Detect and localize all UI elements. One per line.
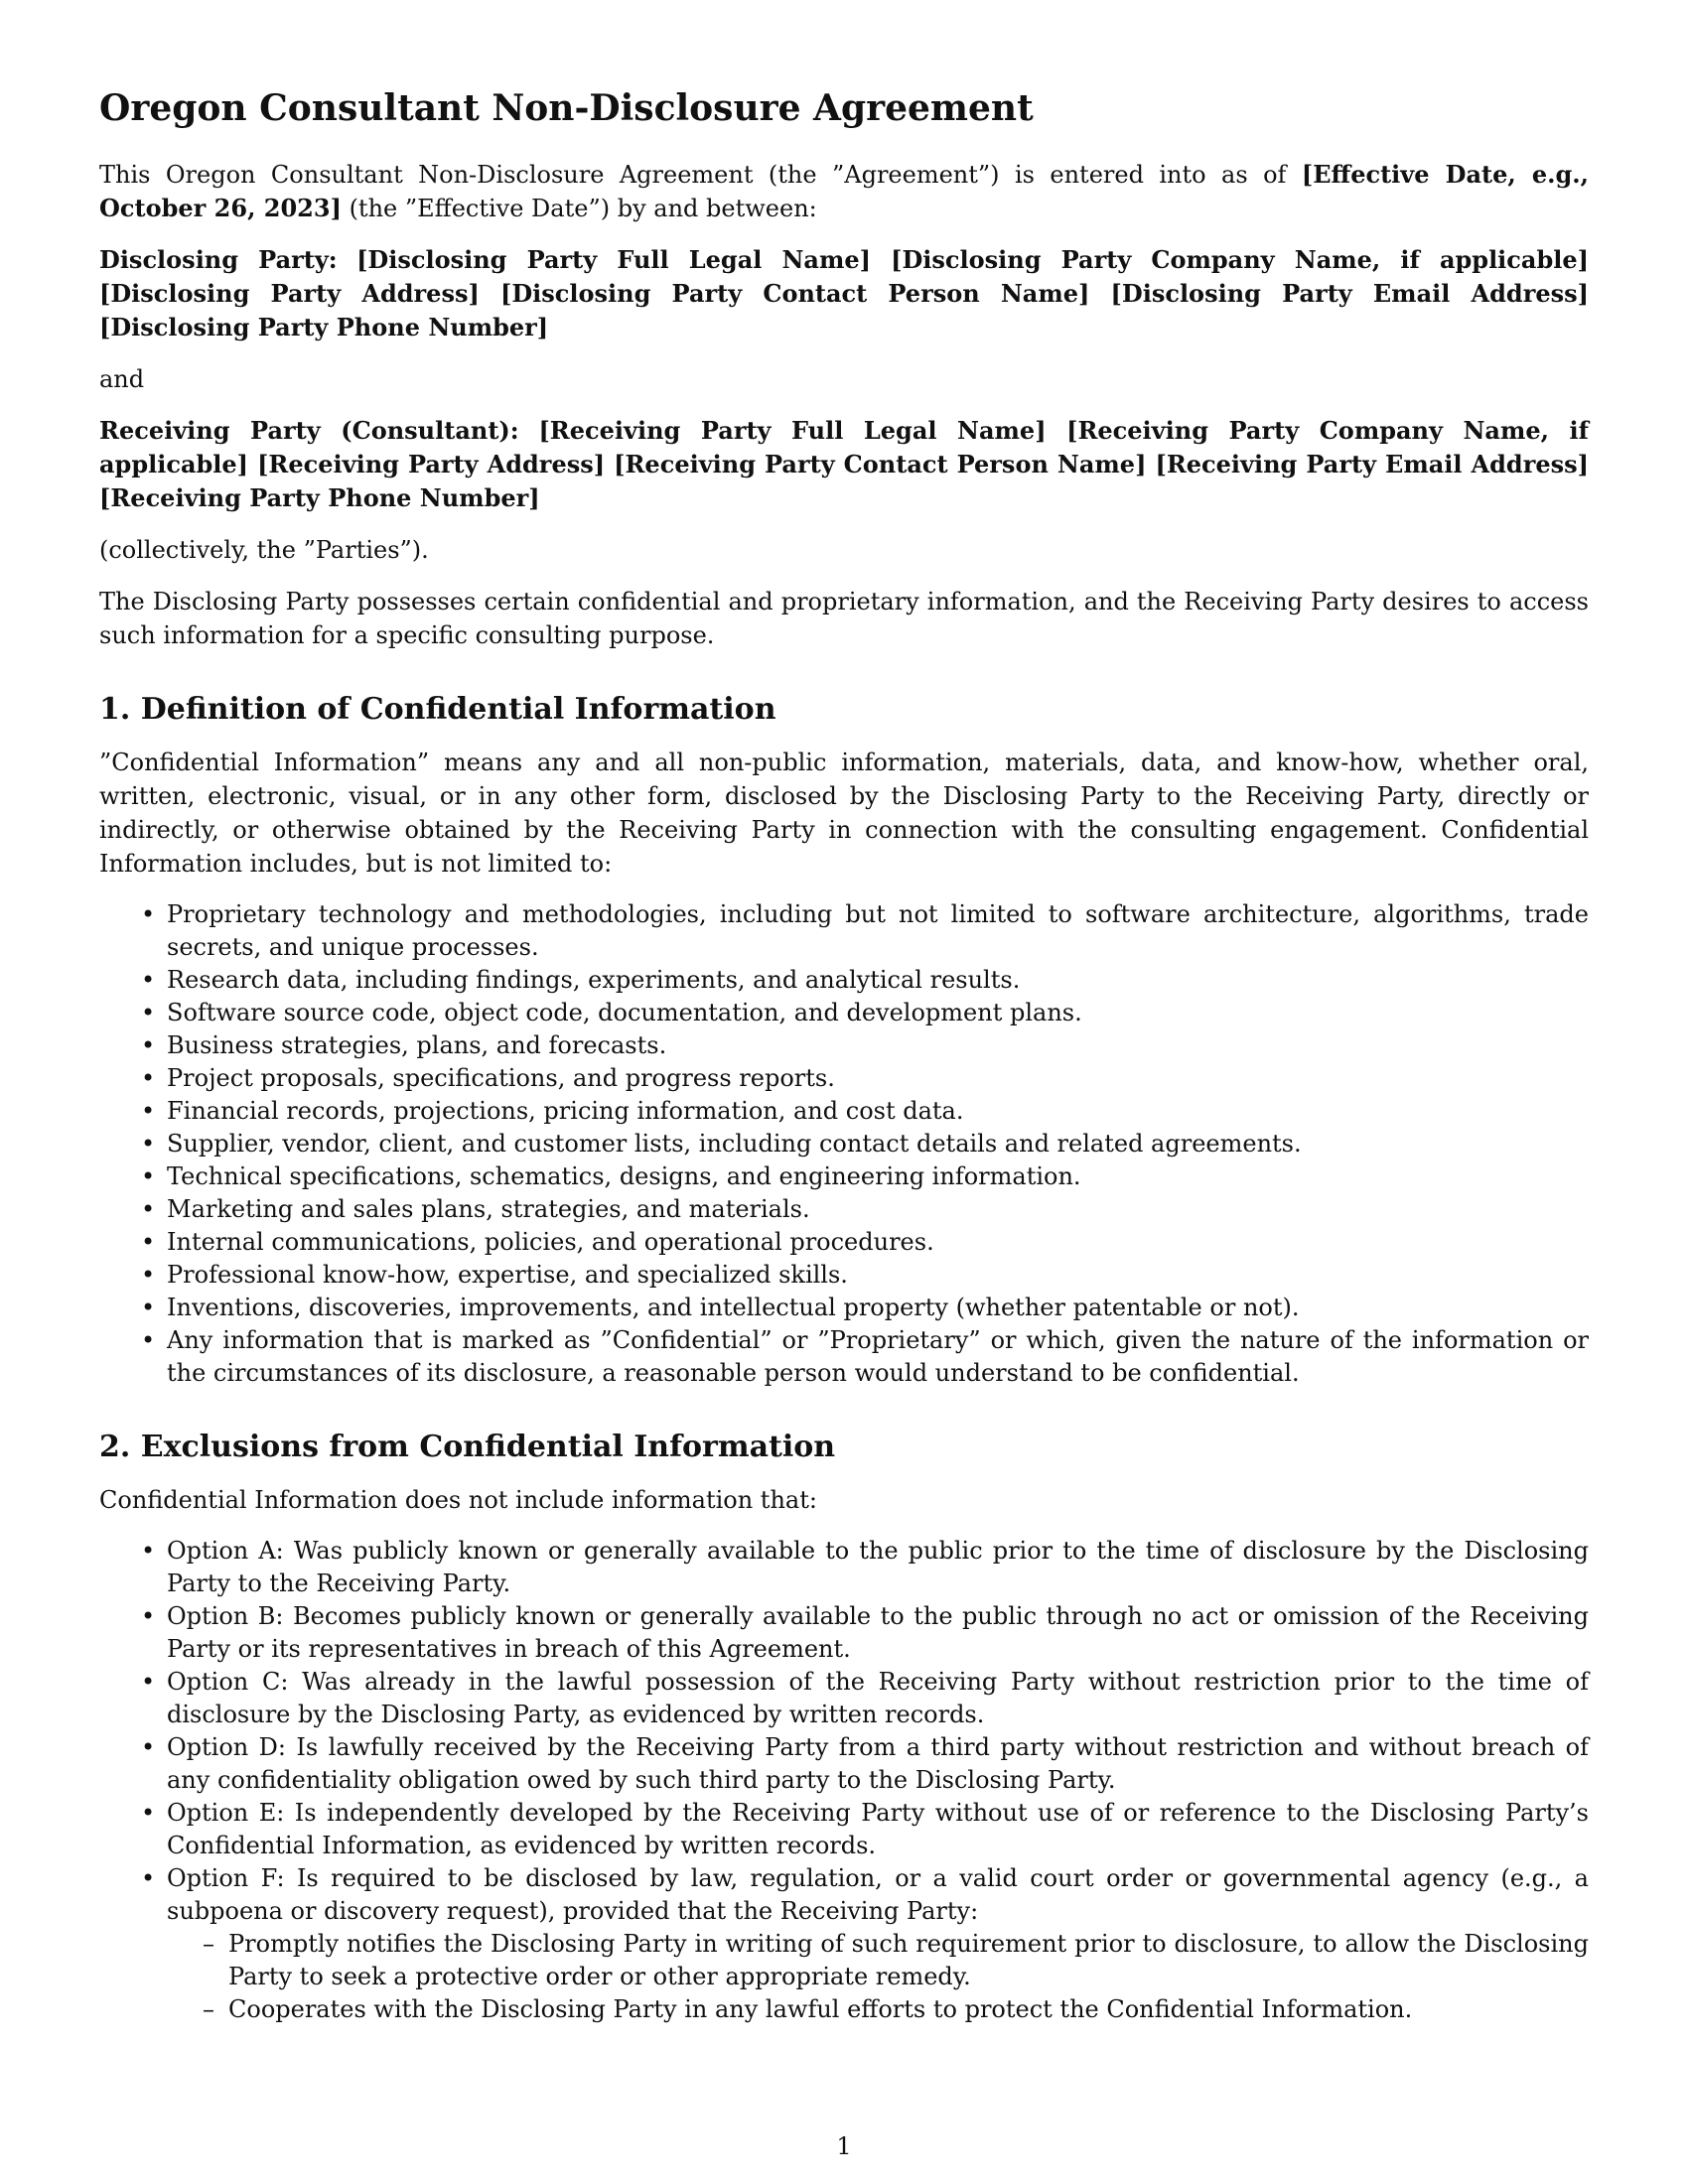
document-title: Oregon Consultant Non-Disclosure Agreement [99, 87, 1034, 129]
list-item: • Supplier, vendor, client, and customer lists, including contact details and related agreements. [167, 1128, 1589, 1160]
section1-list [99, 898, 1589, 1390]
list-item: • Business strategies, plans, and forecasts. [167, 1029, 1589, 1062]
section2-intro: Confidential Information does not include information that: [99, 1486, 817, 1515]
disclosing-party-label: Disclosing Party: [99, 245, 338, 275]
list-item [167, 1862, 1589, 2026]
effective-date-placeholder: [Effective Date, e.g., October 26, 2023] [99, 160, 1589, 223]
intro-paragraph [99, 158, 1589, 225]
list-item: • Option B: Becomes publicly known or generally available to the public through no act or omission of the Receiving Party or its representatives in breach of this Agreement. [167, 1600, 1589, 1666]
list-item: • Proprietary technology and methodologies, including but not limited to software architecture, algorithms, trade secrets, and unique processes. [167, 898, 1589, 964]
list-item: • Professional know-how, expertise, and specialized skills. [167, 1259, 1589, 1292]
list-item: • Option C: Was already in the lawful possession of the Receiving Party without restriction prior to the time of disclosure by the Disclosing Party, as evidenced by written records. [167, 1666, 1589, 1731]
list-item: • Software source code, object code, documentation, and development plans. [167, 997, 1589, 1029]
list-item: • Technical specifications, schematics, designs, and engineering information. [167, 1160, 1589, 1193]
disclosing-party-block [99, 243, 1589, 344]
list-item-text: Option F: Is required to be disclosed by law, regulation, or a valid court order or governmental agency (e.g., a subpoena or discovery request), provided that the Receiving Party: [167, 1864, 1589, 1926]
list-item: • Project proposals, specifications, and progress reports. [167, 1062, 1589, 1095]
collectively-text: (collectively, the ”Parties”). [99, 536, 429, 565]
intro-text-before: This Oregon Consultant Non-Disclosure Agreement (the ”Agreement”) is entered into as of [99, 161, 1302, 190]
page-number: 1 [836, 2132, 852, 2160]
receiving-party-details: [Receiving Party Full Legal Name] [Receiving Party Company Name, if applicable] [Receiving Party Address] [Receiving Party Contact Person Name] [Receiving Party Email Address] [Receiving Party Phone Number] [99, 416, 1589, 513]
receiving-party-block [99, 414, 1589, 515]
list-item: • Any information that is marked as ”Confidential” or ”Proprietary” or which, given the nature of the information or the circumstances of its disclosure, a reasonable person would understand to be confidential. [167, 1324, 1589, 1390]
list-item: • Option E: Is independently developed by the Receiving Party without use of or reference to the Disclosing Party’s Confidential Information, as evidenced by written records. [167, 1797, 1589, 1862]
sub-list-item: – Promptly notifies the Disclosing Party in writing of such requirement prior to disclosure, to allow the Disclosing Party to seek a protective order or other appropriate remedy. [228, 1928, 1589, 1993]
section1-heading: 1. Definition of Confidential Information [99, 692, 776, 728]
section1-intro: ”Confidential Information” means any and all non-public information, materials, data, and know-how, whether oral, written, electronic, visual, or in any other form, disclosed by the Disclosing Party to the Receiving Party, directly or indirectly, or otherwise obtained by the Receiving Party in connection with the consulting engagement. Confidential Information includes, but is not limited to: [99, 749, 1589, 879]
list-item: • Option D: Is lawfully received by the Receiving Party from a third party without restriction and without breach of any confidentiality obligation owed by such third party to the Disclosing Party. [167, 1731, 1589, 1797]
list-item: • Inventions, discoveries, improvements, and intellectual property (whether patentable or not). [167, 1292, 1589, 1324]
list-item: • Marketing and sales plans, strategies, and materials. [167, 1193, 1589, 1226]
list-item: • Option A: Was publicly known or generally available to the public prior to the time of disclosure by the Disclosing Party to the Receiving Party. [167, 1535, 1589, 1600]
section2-heading: 2. Exclusions from Confidential Information [99, 1430, 836, 1465]
sub-list-item: – Cooperates with the Disclosing Party in any lawful efforts to protect the Confidential Information. [228, 1993, 1589, 2026]
disclosing-party-details: [Disclosing Party Full Legal Name] [Disclosing Party Company Name, if applicable] [Disclosing Party Address] [Disclosing Party Contact Person Name] [Disclosing Party Email Address] [Disclosing Party Phone Number] [99, 245, 1589, 342]
list-item: • Internal communications, policies, and operational procedures. [167, 1226, 1589, 1259]
and-text: and [99, 365, 145, 394]
receiving-party-label: Receiving Party (Consultant): [99, 416, 519, 446]
recital-paragraph: The Disclosing Party possesses certain confidential and proprietary information, and the Receiving Party desires to access such information for a specific consulting purpose. [99, 588, 1589, 650]
section2-sublist [167, 1928, 1589, 2026]
section2-list [99, 1535, 1589, 2026]
list-item: • Research data, including findings, experiments, and analytical results. [167, 964, 1589, 997]
list-item: • Financial records, projections, pricing information, and cost data. [167, 1095, 1589, 1128]
intro-text-after: (the ”Effective Date”) by and between: [341, 195, 817, 223]
